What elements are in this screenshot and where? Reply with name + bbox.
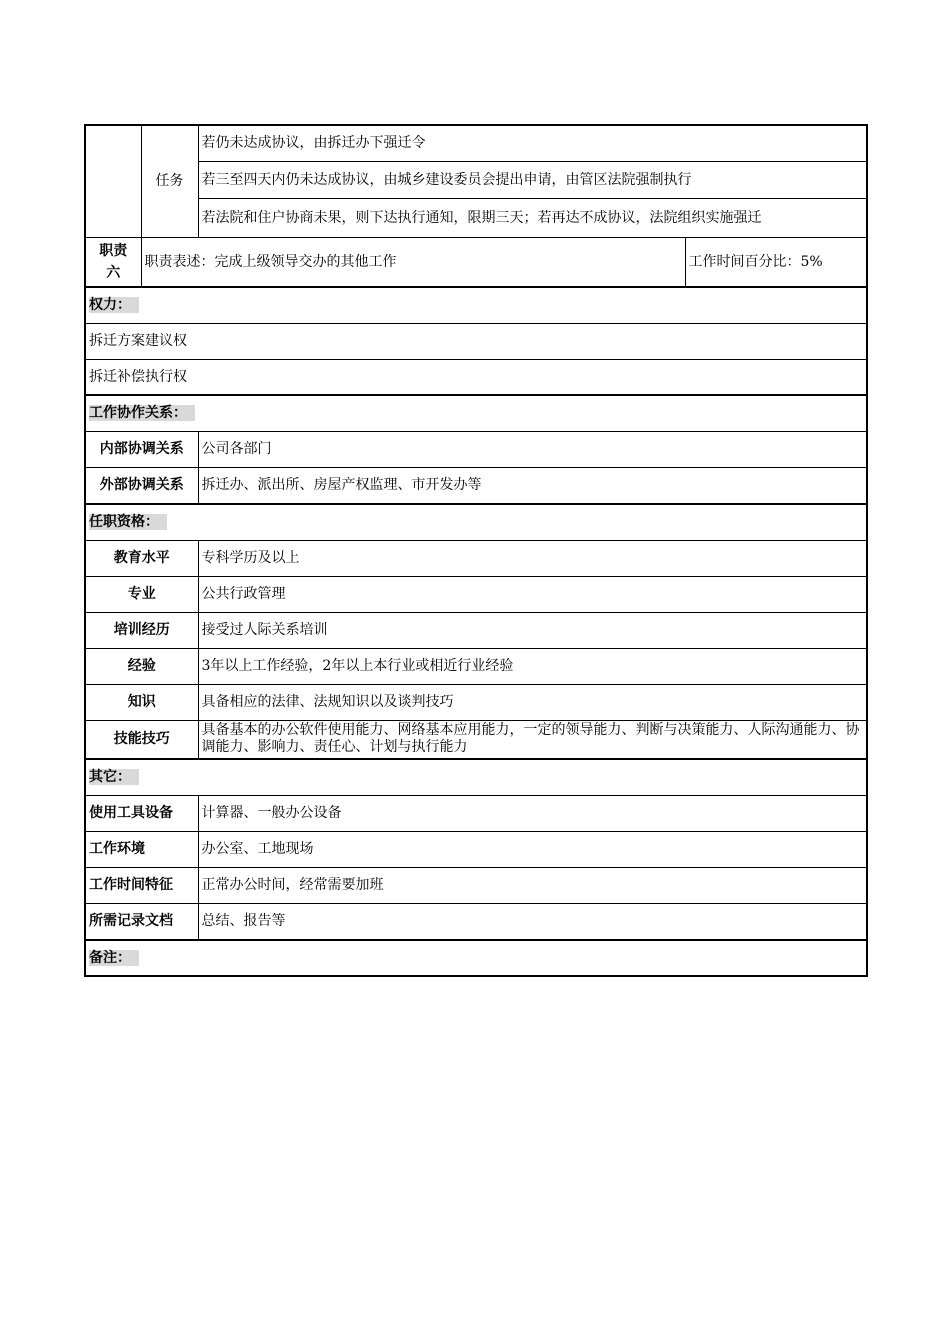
- authority-row: [85, 359, 867, 395]
- other-label: 工作环境: [85, 831, 198, 867]
- qualification-value: 具备基本的办公软件使用能力、网络基本应用能力，一定的领导能力、判断与决策能力、人际沟通能力、协调能力、影响力、责任心、计划与执行能力: [198, 720, 867, 759]
- relation-value: 拆迁办、派出所、房屋产权监理、市开发办等: [198, 467, 867, 504]
- qualifications-heading-row: [85, 504, 867, 540]
- qualification-value: 3年以上工作经验，2年以上本行业或相近行业经验: [198, 648, 867, 684]
- qualification-row: [85, 648, 867, 684]
- job-description-page: [84, 124, 866, 977]
- relations-row: [85, 467, 867, 504]
- relations-heading: 工作协作关系：: [85, 395, 867, 431]
- qualification-row: [85, 720, 867, 759]
- task-item: 若三至四天内仍未达成协议，由城乡建设委员会提出申请，由管区法院强制执行: [198, 161, 867, 198]
- other-value: 计算器、一般办公设备: [198, 795, 867, 831]
- remarks-heading-row: [85, 940, 867, 976]
- qualification-label: 专业: [85, 576, 198, 612]
- other-value: 总结、报告等: [198, 903, 867, 940]
- qualification-label: 培训经历: [85, 612, 198, 648]
- other-label: 所需记录文档: [85, 903, 198, 940]
- authority-heading: 权力：: [85, 287, 867, 323]
- other-value: 办公室、工地现场: [198, 831, 867, 867]
- other-row: [85, 867, 867, 903]
- qualification-label: 教育水平: [85, 540, 198, 576]
- relations-row: [85, 431, 867, 467]
- qualification-row: [85, 576, 867, 612]
- other-label: 工作时间特征: [85, 867, 198, 903]
- task-item: 若法院和住户协商未果，则下达执行通知，限期三天；若再达不成协议，法院组织实施强迁: [198, 198, 867, 237]
- qualification-row: [85, 684, 867, 720]
- task-label: 任务: [141, 125, 198, 237]
- qualification-value: 具备相应的法律、法规知识以及谈判技巧: [198, 684, 867, 720]
- qualification-value: 接受过人际关系培训: [198, 612, 867, 648]
- relations-heading-row: [85, 395, 867, 431]
- task-row: [85, 125, 867, 161]
- duty-six-row: [85, 237, 867, 287]
- task-row: [85, 161, 867, 198]
- relation-label: 内部协调关系: [85, 431, 198, 467]
- authority-row: [85, 323, 867, 359]
- remarks-heading: 备注：: [85, 940, 867, 976]
- other-heading-row: [85, 759, 867, 795]
- other-heading: 其它：: [85, 759, 867, 795]
- qualification-label: 技能技巧: [85, 720, 198, 759]
- relation-value: 公司各部门: [198, 431, 867, 467]
- qualification-row: [85, 612, 867, 648]
- duty-six-time-percent: 工作时间百分比：5%: [685, 237, 867, 287]
- qualification-label: 经验: [85, 648, 198, 684]
- qualification-row: [85, 540, 867, 576]
- qualification-label: 知识: [85, 684, 198, 720]
- job-description-table: [84, 124, 868, 977]
- qualifications-heading: 任职资格：: [85, 504, 867, 540]
- authority-heading-row: [85, 287, 867, 323]
- other-label: 使用工具设备: [85, 795, 198, 831]
- relation-label: 外部协调关系: [85, 467, 198, 504]
- duty-six-description: 职责表述：完成上级领导交办的其他工作: [141, 237, 685, 287]
- qualification-value: 专科学历及以上: [198, 540, 867, 576]
- other-row: [85, 831, 867, 867]
- authority-item: 拆迁方案建议权: [85, 323, 867, 359]
- authority-item: 拆迁补偿执行权: [85, 359, 867, 395]
- other-row: [85, 795, 867, 831]
- duty-six-label: 职责六: [85, 237, 141, 287]
- task-item: 若仍未达成协议，由拆迁办下强迁令: [198, 125, 867, 161]
- task-row: [85, 198, 867, 237]
- duty-blank-cell: [85, 125, 141, 237]
- other-value: 正常办公时间，经常需要加班: [198, 867, 867, 903]
- other-row: [85, 903, 867, 940]
- qualification-value: 公共行政管理: [198, 576, 867, 612]
